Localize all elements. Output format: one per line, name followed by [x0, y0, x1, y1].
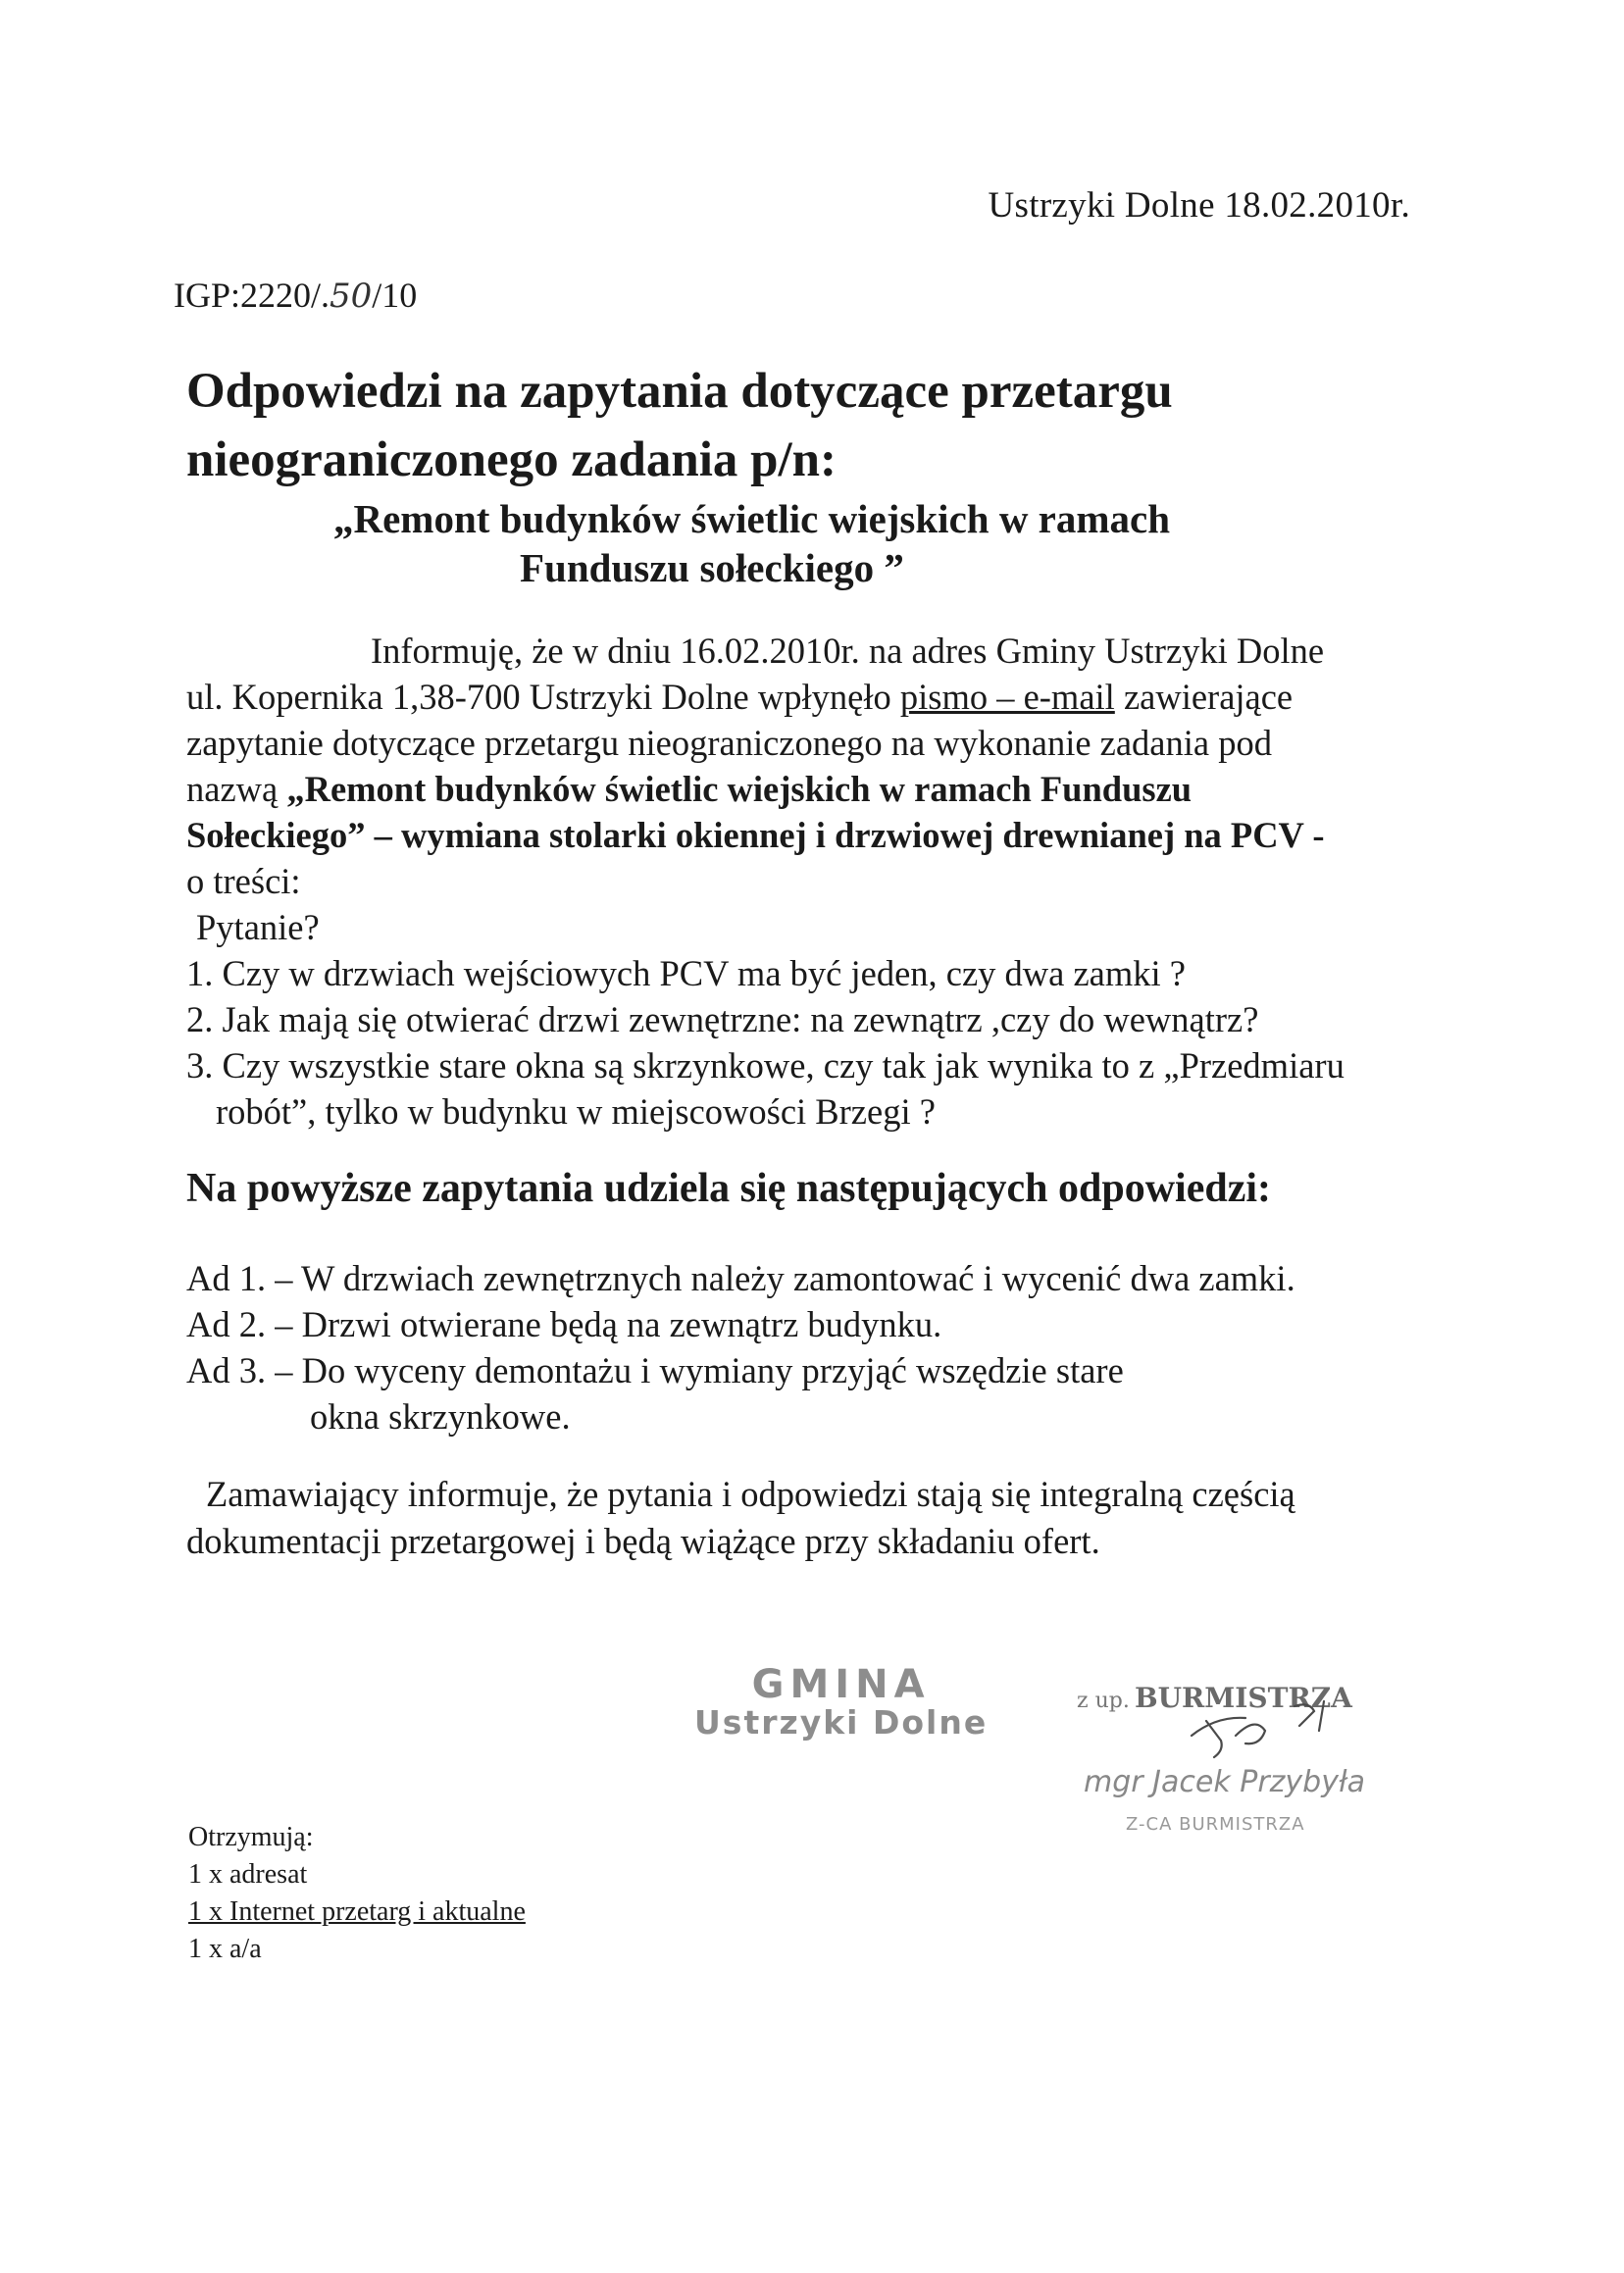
answer-1: Ad 1. – W drzwiach zewnętrznych należy zamontować i wycenić dwa zamki.	[186, 1258, 1295, 1298]
question-1: 1. Czy w drzwiach wejściowych PCV ma być jeden, czy dwa zamki ?	[186, 953, 1186, 993]
body-line: zapytanie dotyczące przetargu nieograniczonego na wykonanie zadania pod	[186, 723, 1272, 763]
answers-list	[186, 1255, 1295, 1440]
handwritten-signature	[1177, 1696, 1373, 1765]
document-title-line-2: nieograniczonego zadania p/n:	[186, 432, 837, 487]
document-title-line-4: Funduszu sołeckiego ”	[520, 545, 904, 590]
closing-line-2: dokumentacji przetargowej i będą wiążące przy składaniu ofert.	[186, 1521, 1100, 1561]
body-text	[186, 628, 1451, 1135]
body-line	[186, 674, 1451, 720]
recipients-heading: Otrzymują:	[188, 1822, 314, 1852]
document-title-line-3: „Remont budynków świetlic wiejskich w ramach	[333, 496, 1171, 541]
question-3: 3. Czy wszystkie stare okna są skrzynkowe, czy tak jak wynika to z „Przedmiaru	[186, 1045, 1345, 1086]
answer-2: Ad 2. – Drzwi otwierane będą na zewnątrz budynku.	[186, 1304, 942, 1344]
reference-handwritten-number: 50	[330, 277, 373, 316]
recipients-list	[188, 1819, 526, 1968]
question-2: 2. Jak mają się otwierać drzwi zewnętrzne: na zewnątrz ,czy do wewnątrz?	[186, 999, 1259, 1039]
email-reference: pismo – e-mail	[899, 677, 1115, 717]
recipient-item: 1 x a/a	[188, 1934, 262, 1964]
body-text-segment: zawierające	[1114, 677, 1294, 717]
answer-3-continued: okna skrzynkowe.	[310, 1396, 571, 1437]
municipality-stamp	[694, 1662, 988, 1742]
closing-line-1: Zamawiający informuje, że pytania i odpowiedzi stają się integralną częścią	[206, 1474, 1295, 1514]
place-date: Ustrzyki Dolne 18.02.2010r.	[988, 185, 1410, 226]
body-text-segment: ul. Kopernika 1,38-700 Ustrzyki Dolne wpłynęło	[186, 677, 900, 717]
body-line	[186, 766, 1451, 812]
signature-title: BURMISTRZA	[1134, 1682, 1352, 1714]
reference-suffix: /10	[372, 276, 418, 315]
document-title-line-1: Odpowiedzi na zapytania dotyczące przetargu	[186, 364, 1173, 419]
signatory-name: mgr Jacek Przybyła	[1084, 1765, 1365, 1799]
signature-upr: z up.	[1077, 1689, 1130, 1713]
closing-paragraph	[186, 1471, 1295, 1565]
body-line: Informuję, że w dniu 16.02.2010r. na adres Gminy Ustrzyki Dolne	[371, 631, 1325, 671]
question-3-continued: robót”, tylko w budynku w miejscowości Brzegi ?	[216, 1091, 936, 1132]
body-text-segment: nazwą	[186, 769, 287, 809]
body-line-bold: Sołeckiego” – wymiana stolarki okiennej i drzwiowej drewnianej na PCV -	[186, 815, 1325, 855]
body-line: o treści:	[186, 861, 301, 901]
stamp-line-1: GMINA	[751, 1662, 931, 1707]
reference-prefix: IGP:2220/.	[174, 276, 330, 315]
answer-3: Ad 3. – Do wyceny demontażu i wymiany przyjąć wszędzie stare	[186, 1350, 1124, 1390]
recipient-item: 1 x Internet przetarg i aktualne	[188, 1896, 526, 1927]
answers-heading: Na powyższe zapytania udziela się następujących odpowiedzi:	[186, 1166, 1271, 1211]
question-label: Pytanie?	[196, 907, 320, 947]
reference-number	[174, 275, 417, 316]
stamp-line-2: Ustrzyki Dolne	[694, 1703, 989, 1742]
signatory-role: Z-CA BURMISTRZA	[1126, 1814, 1305, 1835]
task-name-bold: „Remont budynków świetlic wiejskich w ramach Funduszu	[286, 769, 1193, 809]
recipient-item: 1 x adresat	[188, 1859, 308, 1890]
